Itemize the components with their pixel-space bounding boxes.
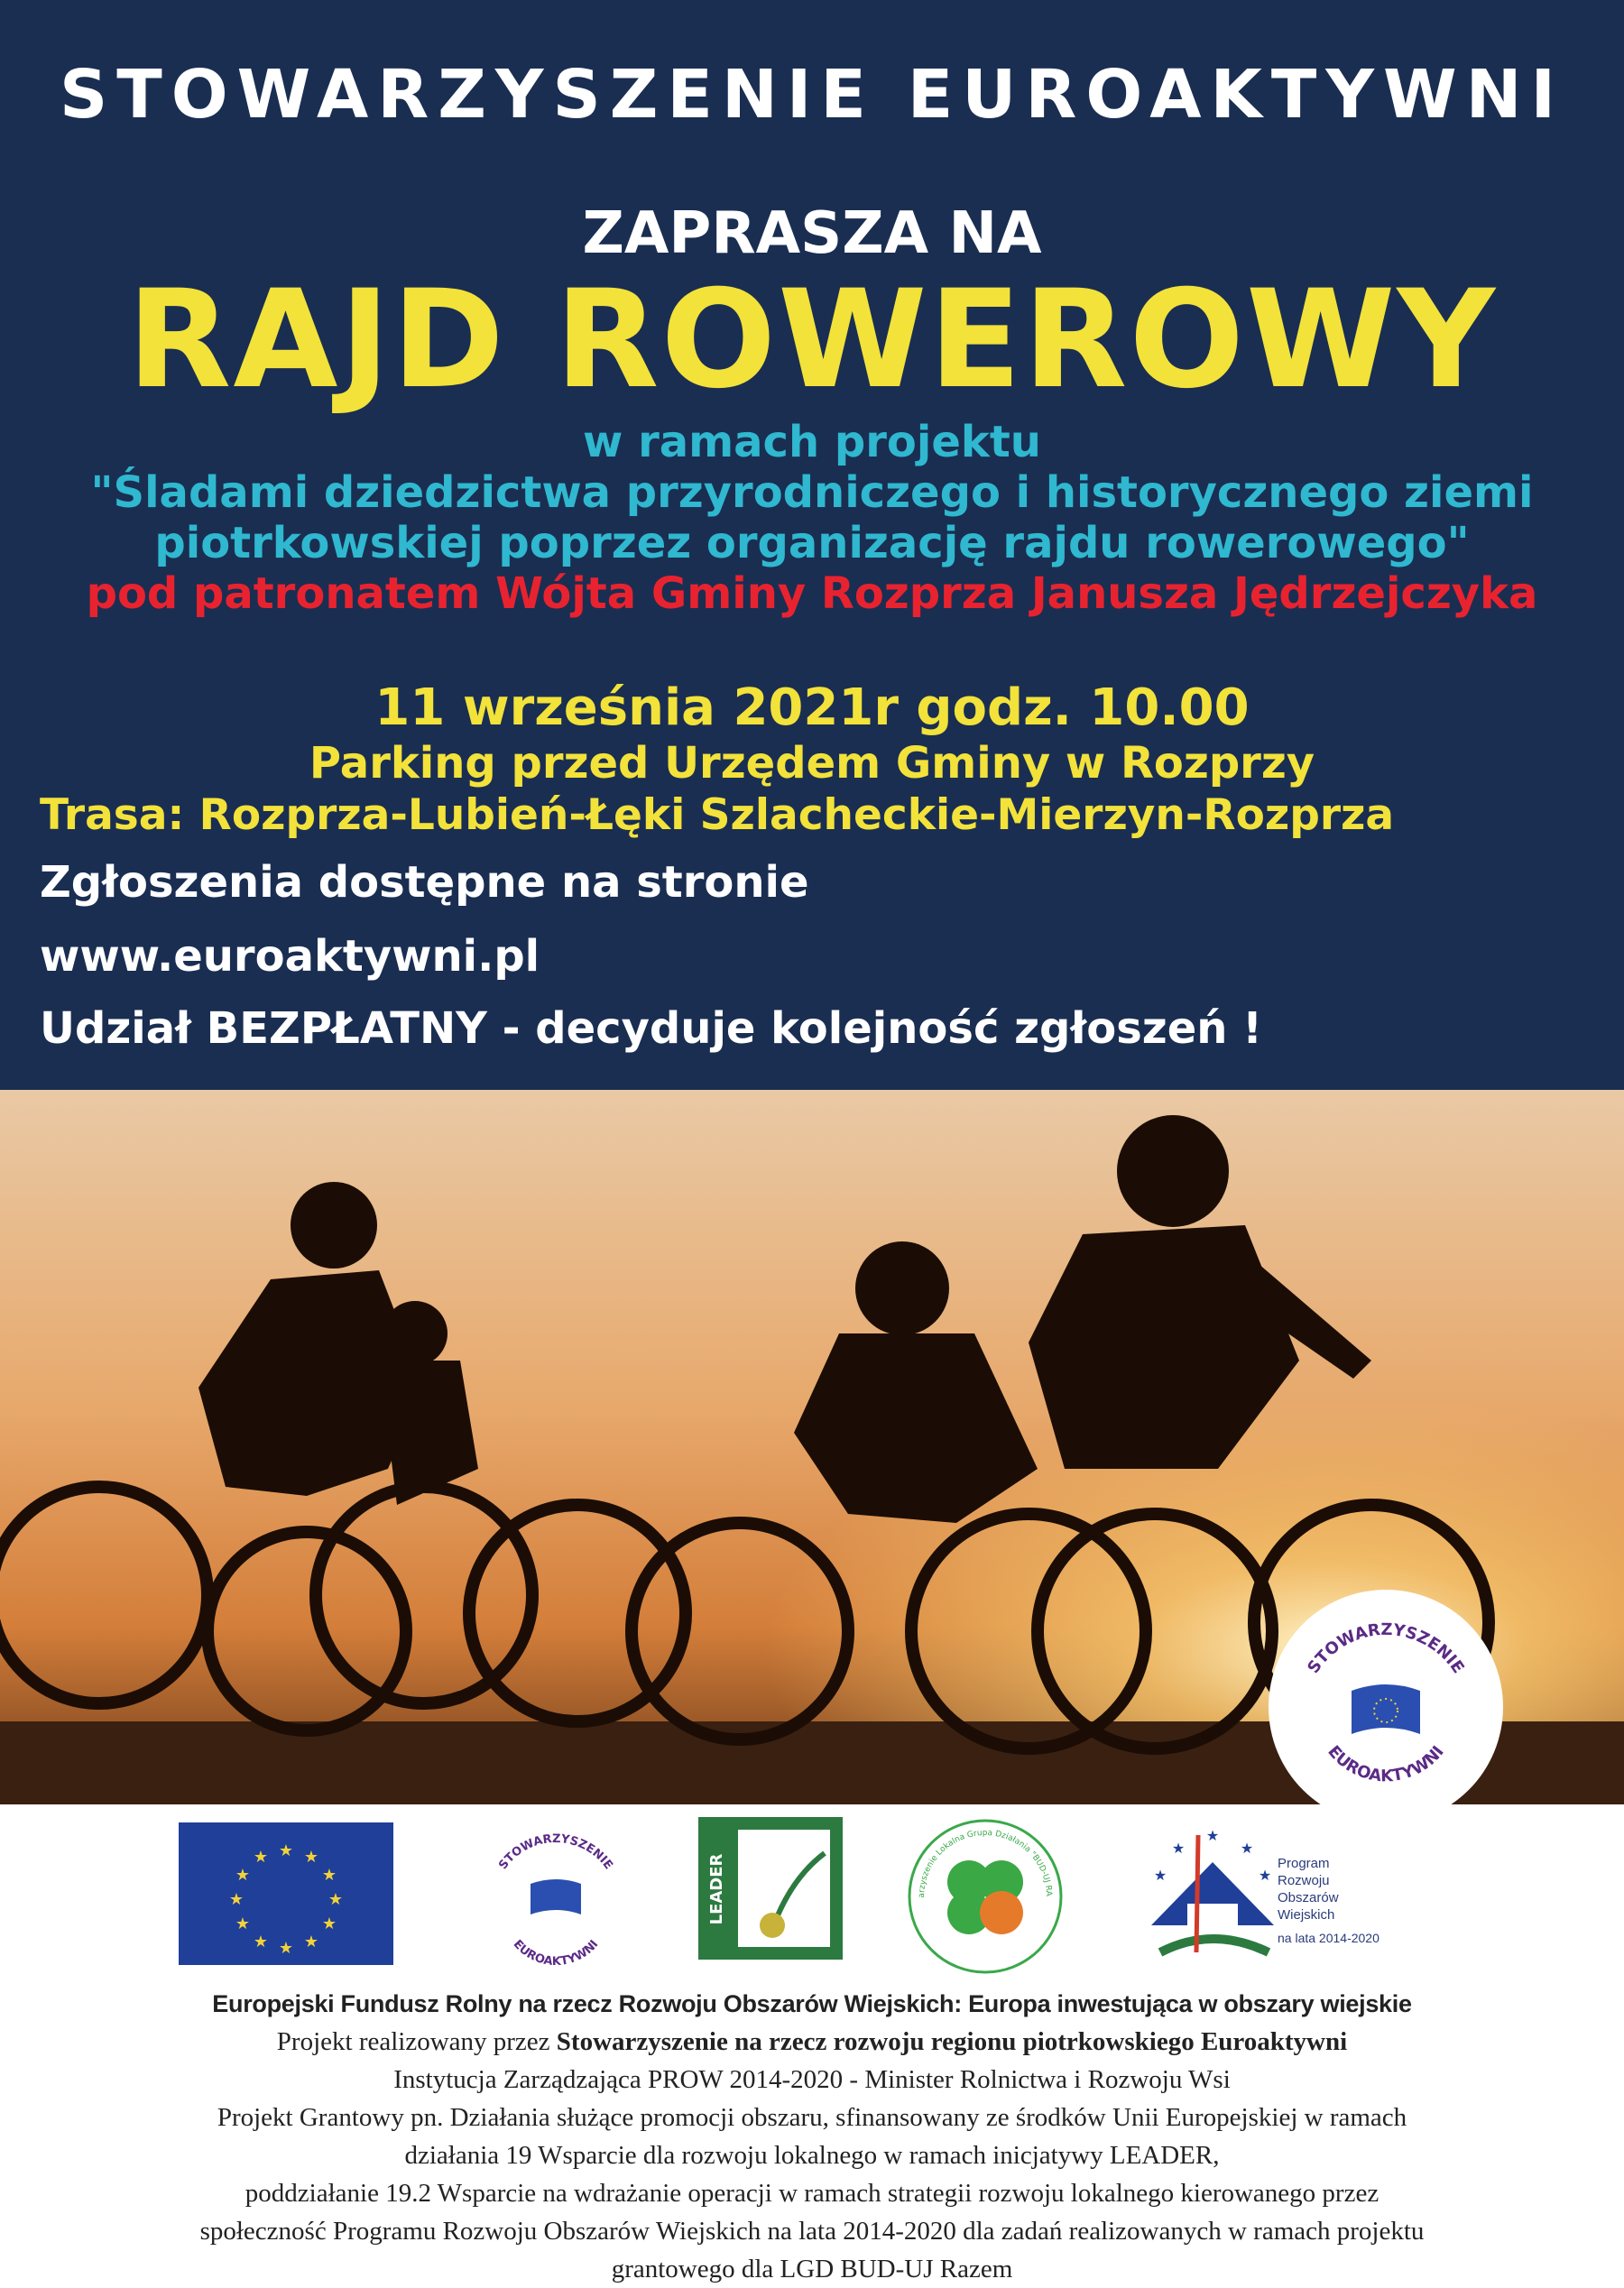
prow-line-4: Wiejskich <box>1278 1907 1335 1923</box>
event-place: Parking przed Urzędem Gminy w Rozprzy <box>309 738 1315 789</box>
svg-text:★: ★ <box>235 1914 251 1933</box>
footer-info <box>36 1985 1588 2288</box>
organization-title: STOWARZYSZENIE EUROAKTYWNI <box>59 56 1565 134</box>
free-participation-text: Udział BEZPŁATNY - decyduje kolejność zgłoszeń ! <box>40 1003 1263 1054</box>
signup-text: Zgłoszenia dostępne na stronie <box>40 857 809 908</box>
prow-name <box>1278 1855 1422 1924</box>
project-intro: w ramach projektu <box>583 417 1041 467</box>
svg-text:★: ★ <box>1205 1827 1220 1844</box>
svg-text:★: ★ <box>278 1939 294 1958</box>
svg-text:★: ★ <box>1258 1867 1272 1884</box>
leader-emblem-icon <box>698 1817 857 1976</box>
website-link[interactable]: www.euroaktywni.pl <box>40 931 540 982</box>
footer-line-8: grantowego dla LGD BUD-UJ Razem <box>611 2255 1013 2283</box>
fund-line: Europejski Fundusz Rolny na rzecz Rozwoju Obszarów Wiejskich: Europa inwestująca w obszary wiejskie <box>212 1990 1412 2017</box>
realized-by-line <box>36 2023 1588 2061</box>
svg-text:EUROAKTYWNI <box>511 1938 602 1969</box>
organization-badge <box>1269 1590 1503 1824</box>
realized-prefix: Projekt realizowany przez <box>276 2027 557 2056</box>
prow-years: na lata 2014-2020 <box>1278 1931 1379 1945</box>
footer-line-6: poddziałanie 19.2 Wsparcie na wdrażanie operacji w ramach strategii rozwoju lokalnego kierowanego przez <box>245 2179 1379 2208</box>
svg-text:★: ★ <box>253 1933 269 1951</box>
event-title: RAJD ROWEROWY <box>126 262 1498 419</box>
svg-text:★: ★ <box>1240 1840 1254 1857</box>
lgd-ring-text: arzyszenie Lokalna Grupa Działania "BUD-UJ RA <box>917 1828 1054 1898</box>
lgd-bud-uj-razem-logo <box>906 1817 1065 1976</box>
leader-text: LEADER <box>707 1853 726 1925</box>
small-logo-top-text: STOWARZYSZENIE <box>496 1831 615 1872</box>
svg-text:EUROAKTYWNI <box>1324 1742 1447 1785</box>
euroaktywni-emblem-icon <box>476 1817 635 1976</box>
header-panel <box>0 0 1624 1090</box>
svg-text:★: ★ <box>321 1914 337 1933</box>
svg-text:★: ★ <box>303 1848 319 1867</box>
project-name-line-2: piotrkowskiej poprzez organizację rajdu rowerowego" <box>154 518 1470 568</box>
project-description <box>36 417 1588 619</box>
svg-text:★: ★ <box>278 1841 294 1860</box>
event-date: 11 września 2021r godz. 10.00 <box>374 678 1250 737</box>
leader-logo <box>698 1817 857 1976</box>
patronage-text: pod patronatem Wójta Gminy Rozprza Janusza Jędrzejczyka <box>86 568 1538 619</box>
eu-flag-icon <box>179 1822 393 1965</box>
euroaktywni-small-logo <box>476 1817 635 1976</box>
sponsor-logos <box>0 1812 1624 1983</box>
prow-line-1: Program <box>1278 1856 1330 1871</box>
svg-text:★: ★ <box>303 1933 319 1951</box>
invite-text: ZAPRASZA NA <box>582 200 1042 267</box>
small-logo-bottom-text: EUROAKTYWNI <box>510 1937 602 1970</box>
svg-text:★: ★ <box>1153 1867 1167 1884</box>
footer-line-7: społeczność Programu Rozwoju Obszarów Wiejskich na lata 2014-2020 dla zadań realizowanych w ramach projektu <box>199 2217 1425 2246</box>
euroaktywni-logo-icon <box>1269 1590 1503 1824</box>
realized-org: Stowarzyszenie na rzecz rozwoju regionu piotrkowskiego Euroaktywni <box>556 2027 1348 2056</box>
prow-logo <box>1133 1817 1292 1976</box>
svg-text:STOWARZYSZENIE <box>1304 1620 1467 1677</box>
event-route: Trasa: Rozprza-Lubień-Łęki Szlacheckie-Mierzyn-Rozprza <box>40 790 1395 840</box>
project-name-line-1: "Śladami dziedzictwa przyrodniczego i historycznego ziemi <box>90 467 1534 518</box>
svg-text:★: ★ <box>228 1890 245 1909</box>
footer-line-5: działania 19 Wsparcie dla rozwoju lokalnego w ramach inicjatywy LEADER, <box>404 2141 1220 2170</box>
prow-emblem-icon <box>1133 1817 1292 1976</box>
svg-text:★: ★ <box>328 1890 344 1909</box>
svg-text:★: ★ <box>235 1866 251 1885</box>
prow-line-2: Rozwoju <box>1278 1873 1330 1888</box>
footer-line-4: Projekt Grantowy pn. Działania służące promocji obszaru, sfinansowany ze środków Unii Europejskiej w ramach <box>217 2103 1407 2132</box>
svg-text:★: ★ <box>321 1866 337 1885</box>
institution-line: Instytucja Zarządzająca PROW 2014-2020 - Minister Rolnictwa i Rozwoju Wsi <box>393 2065 1231 2094</box>
svg-text:★: ★ <box>253 1848 269 1867</box>
prow-line-3: Obszarów <box>1278 1890 1339 1905</box>
badge-bottom-text: EUROAKTYWNI <box>1324 1742 1448 1786</box>
svg-text:★: ★ <box>1171 1840 1186 1857</box>
clover-icon <box>906 1817 1065 1976</box>
badge-top-text: STOWARZYSZENIE <box>1304 1619 1468 1677</box>
svg-text:STOWARZYSZENIE <box>496 1832 614 1872</box>
